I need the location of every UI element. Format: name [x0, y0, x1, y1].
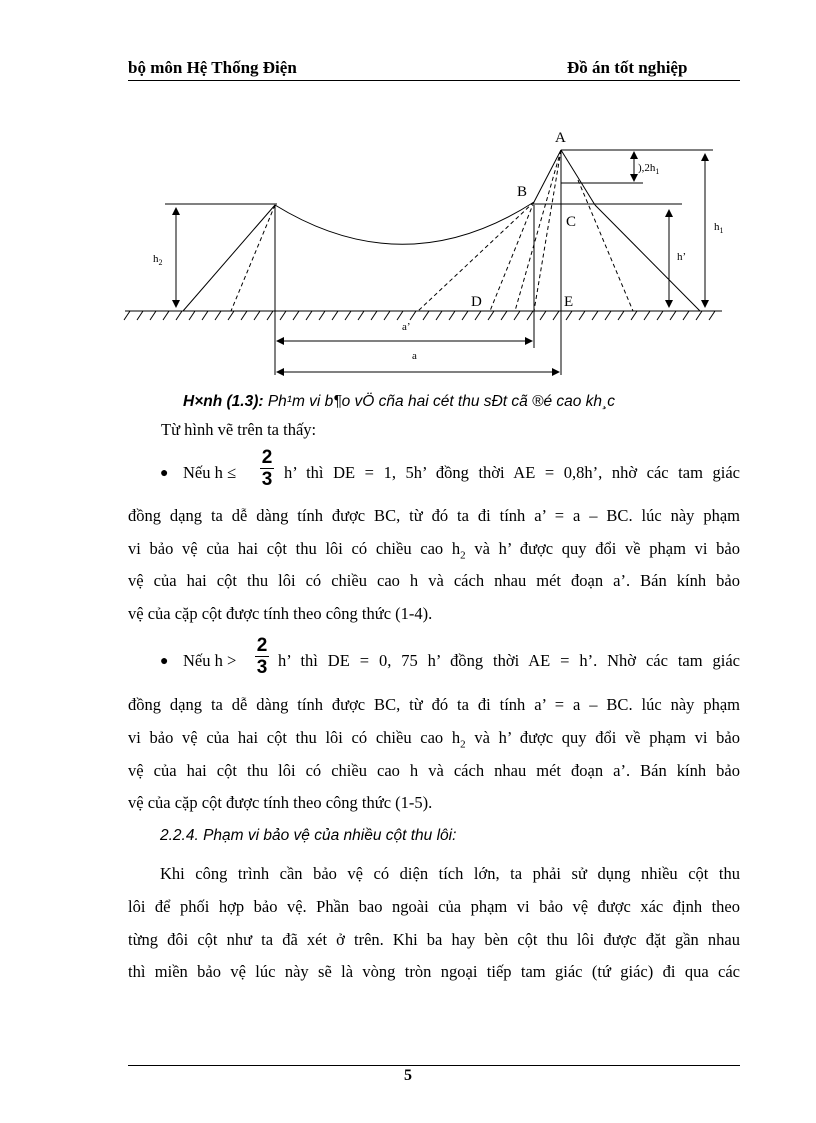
bullet2-line2: đồng dạng ta dễ dàng tính được BC, từ đó ta đi tính a’ = a – BC. lúc này phạm: [128, 695, 740, 714]
label-B: B: [517, 184, 528, 200]
bullet-dot: ●: [160, 654, 169, 669]
para-line1: Khi công trình cần bảo vệ có diện tích lớn, ta phải sử dụng nhiều cột thu: [160, 864, 740, 883]
label-C: C: [566, 214, 577, 230]
label-0-2h1: )$,2h_1$: [638, 162, 660, 176]
bullet1-line2: đồng dạng ta dễ dàng tính được BC, từ đó ta đi tính a’ = a – BC. lúc này phạm: [128, 506, 740, 525]
bullet1-tail: h’ thì DE = 1, 5h’ đồng thời AE = 0,8h’, nhờ các tam giác: [284, 463, 740, 482]
protection-zone-figure: [0, 0, 816, 420]
page-number: 5: [404, 1067, 412, 1084]
bullet2-tail: h’ thì DE = 0, 75 h’ đồng thời AE = h’. Nhờ các tam giác: [278, 651, 740, 670]
section-heading: 2.2.4. Phạm vi bảo vệ của nhiều cột thu lôi:: [160, 827, 457, 844]
header-left: bộ môn Hệ Thống Điện: [128, 58, 297, 77]
bullet2-line4: vệ của hai cột thu lôi có chiều cao h và cách nhau mét đoạn a’. Bán kính bảo: [128, 761, 740, 780]
label-a: a: [412, 350, 417, 362]
fraction-two-thirds: 2 3: [256, 635, 268, 678]
bullet2-line5: vệ của cặp cột được tính theo công thức (1-5).: [128, 793, 433, 812]
intro-text: Từ hình vẽ trên ta thấy:: [161, 420, 317, 439]
para-line4: thì miền bảo vệ lúc này sẽ là vòng tròn ngoại tiếp tam giác (tứ giác) đi qua các: [128, 962, 740, 981]
bullet-dot: ●: [160, 466, 169, 481]
bullet1-line4: vệ của hai cột thu lôi có chiều cao h và cách nhau mét đoạn a’. Bán kính bảo: [128, 571, 740, 590]
label-D: D: [471, 294, 482, 310]
bullet2-lead: Nếu h >: [183, 651, 237, 670]
footer-rule: [128, 1065, 740, 1066]
label-hprime: h’: [677, 251, 687, 263]
label-A: A: [555, 130, 566, 146]
bullet1-lead: Nếu h ≤: [183, 463, 237, 482]
label-E: E: [564, 294, 574, 310]
fraction-two-thirds: 2 3: [261, 447, 273, 490]
label-h2: $h_2$: [153, 253, 163, 267]
bullet1-line5: vệ của cặp cột được tính theo công thức (1-4).: [128, 604, 433, 623]
header-right: Đồ án tốt nghiệp: [567, 58, 688, 77]
para-line2: lôi để phối hợp bảo vệ. Phần bao ngoài của phạm vi bảo vệ được xác định theo: [128, 897, 740, 916]
ground-hatch: [124, 311, 715, 320]
bullet1-line3: vi bảo vệ của hai cột thu lôi có chiều cao $h_2$ và h’ được quy đổi về phạm vi bảo: [128, 539, 740, 562]
para-line3: từng đôi cột như ta đã xét ở trên. Khi ba hay bèn cột thu lôi được đặt gần nhau: [128, 930, 740, 949]
figure-caption: H×nh (1.3): Ph¹m vi b¶o vÖ cña hai cét thu sÐt cã ®é cao kh¸c: [183, 393, 615, 410]
label-aprime: a’: [402, 321, 411, 333]
label-h1: $h_1$: [714, 221, 724, 235]
bullet2-line3: vi bảo vệ của hai cột thu lôi có chiều cao $h_2$ và h’ được quy đổi về phạm vi bảo: [128, 728, 740, 751]
